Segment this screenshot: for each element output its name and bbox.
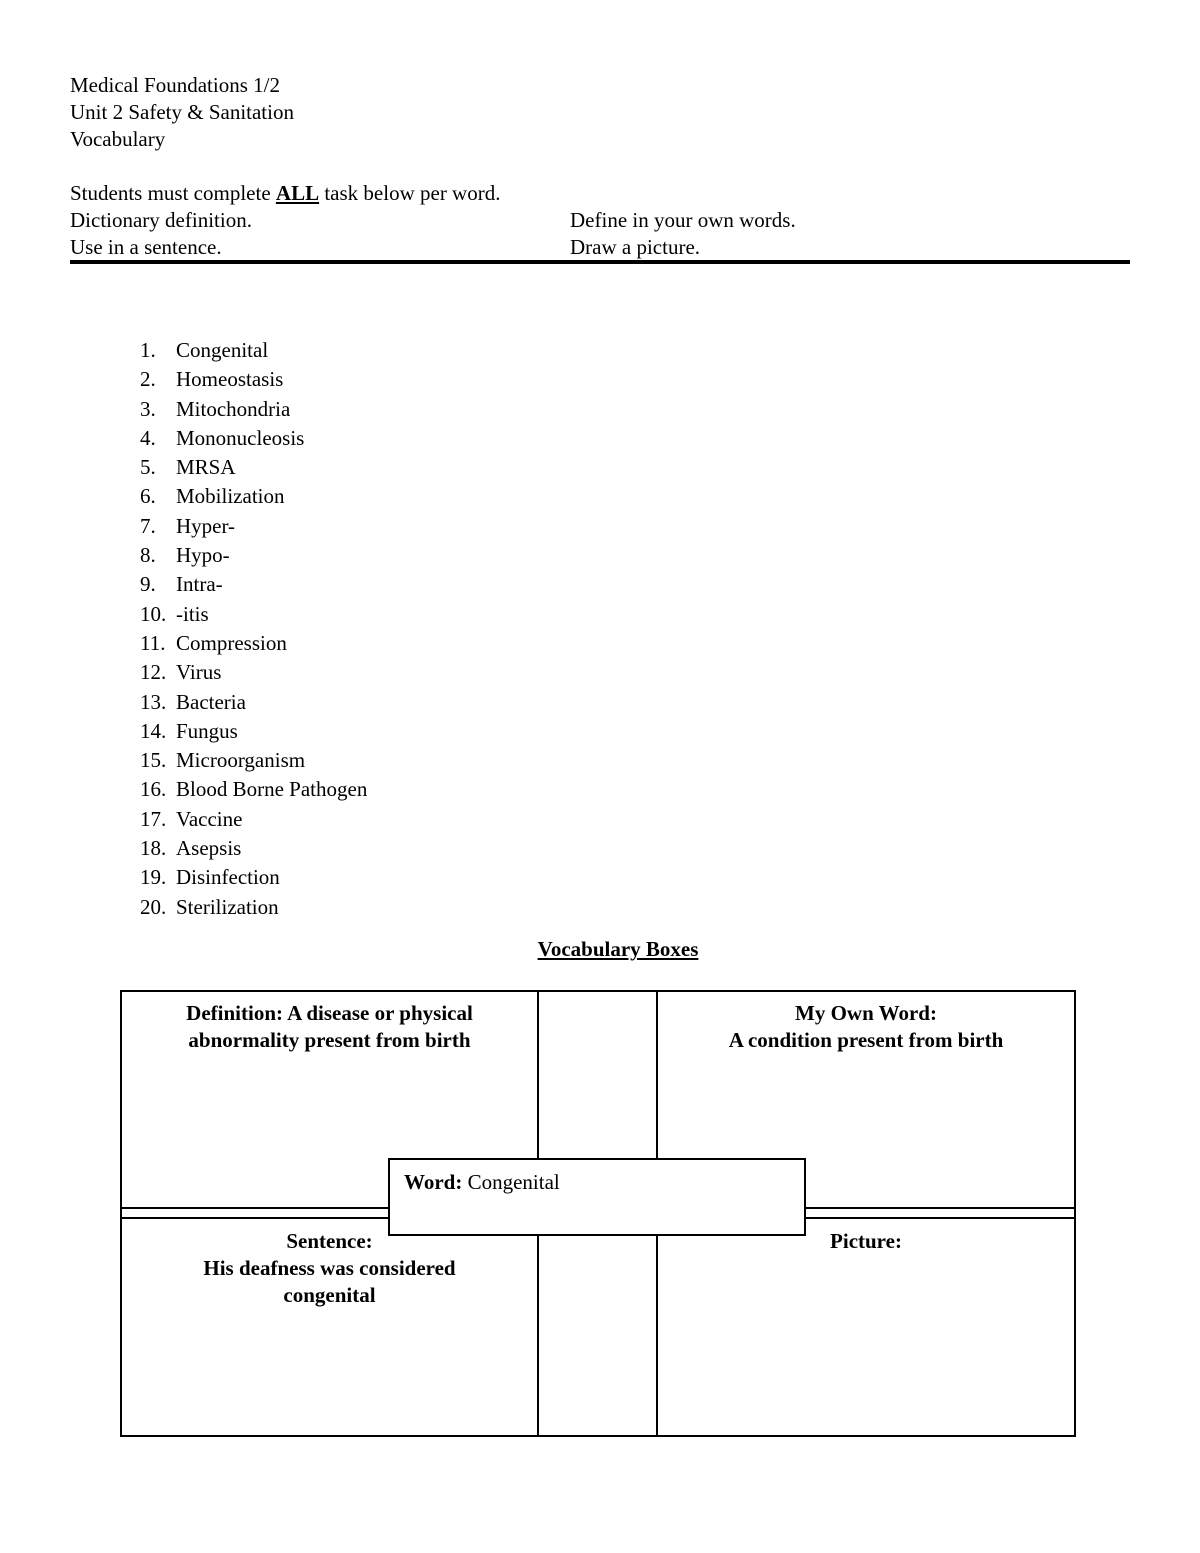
instructions-emphasis: ALL — [275, 181, 320, 205]
definition-line2: abnormality present from birth — [188, 1028, 471, 1052]
list-item: 1. Congenital — [140, 338, 269, 362]
list-item: 14. Fungus — [140, 718, 238, 743]
sentence-cell — [122, 1228, 537, 1309]
picture-label: Picture: — [830, 1229, 902, 1253]
list-item: 10. -itis — [140, 601, 209, 626]
section-title: Vocabulary — [70, 127, 166, 151]
list-item: 9. Intra- — [140, 572, 223, 597]
list-item: 19. Disinfection — [140, 865, 280, 890]
task-dictionary: Dictionary definition. — [70, 208, 252, 232]
own-word-cell — [658, 1000, 1074, 1054]
boxes-title: Vocabulary Boxes — [537, 937, 699, 961]
task-picture: Draw a picture. — [570, 235, 701, 259]
list-item: 8. Hypo- — [140, 543, 230, 568]
word-box — [388, 1158, 806, 1236]
list-item: 12. Virus — [140, 660, 222, 685]
list-item: 11. Compression — [140, 630, 287, 655]
list-item: 6. Mobilization — [140, 484, 285, 509]
word-value: Congenital — [462, 1170, 560, 1194]
instructions-suffix: task below per word. — [319, 181, 501, 205]
instructions-prefix: Students must complete — [70, 181, 276, 205]
word-label: Word: — [404, 1170, 463, 1194]
list-item: 18. Asepsis — [140, 836, 242, 861]
definition-line1: Definition: A disease or physical — [186, 1001, 473, 1025]
own-word-label: My Own Word: — [795, 1001, 937, 1025]
own-word-text: A condition present from birth — [728, 1028, 1004, 1052]
list-item: 3. Mitochondria — [140, 396, 291, 421]
definition-cell — [122, 1000, 537, 1054]
course-title: Medical Foundations 1/2 — [70, 73, 280, 97]
header-divider — [70, 260, 1130, 264]
task-sentence: Use in a sentence. — [70, 235, 222, 259]
sentence-line2: His deafness was considered — [203, 1256, 456, 1280]
list-item: 15. Microorganism — [140, 748, 306, 773]
list-item: 5. MRSA — [140, 455, 236, 480]
list-item: 16. Blood Borne Pathogen — [140, 777, 368, 802]
list-item: 7. Hyper- — [140, 513, 236, 538]
list-item: 13. Bacteria — [140, 689, 246, 714]
sentence-line3: congenital — [283, 1283, 376, 1307]
instructions-line — [70, 180, 500, 207]
list-item: 4. Mononucleosis — [140, 425, 305, 450]
task-own-words: Define in your own words. — [570, 208, 796, 232]
word-line — [404, 1169, 560, 1196]
vocab-list — [140, 336, 367, 922]
sentence-label: Sentence: — [286, 1229, 373, 1253]
list-item: 2. Homeostasis — [140, 367, 284, 392]
list-item: 17. Vaccine — [140, 806, 243, 831]
list-item: 20. Sterilization — [140, 894, 279, 919]
unit-title: Unit 2 Safety & Sanitation — [70, 100, 294, 124]
